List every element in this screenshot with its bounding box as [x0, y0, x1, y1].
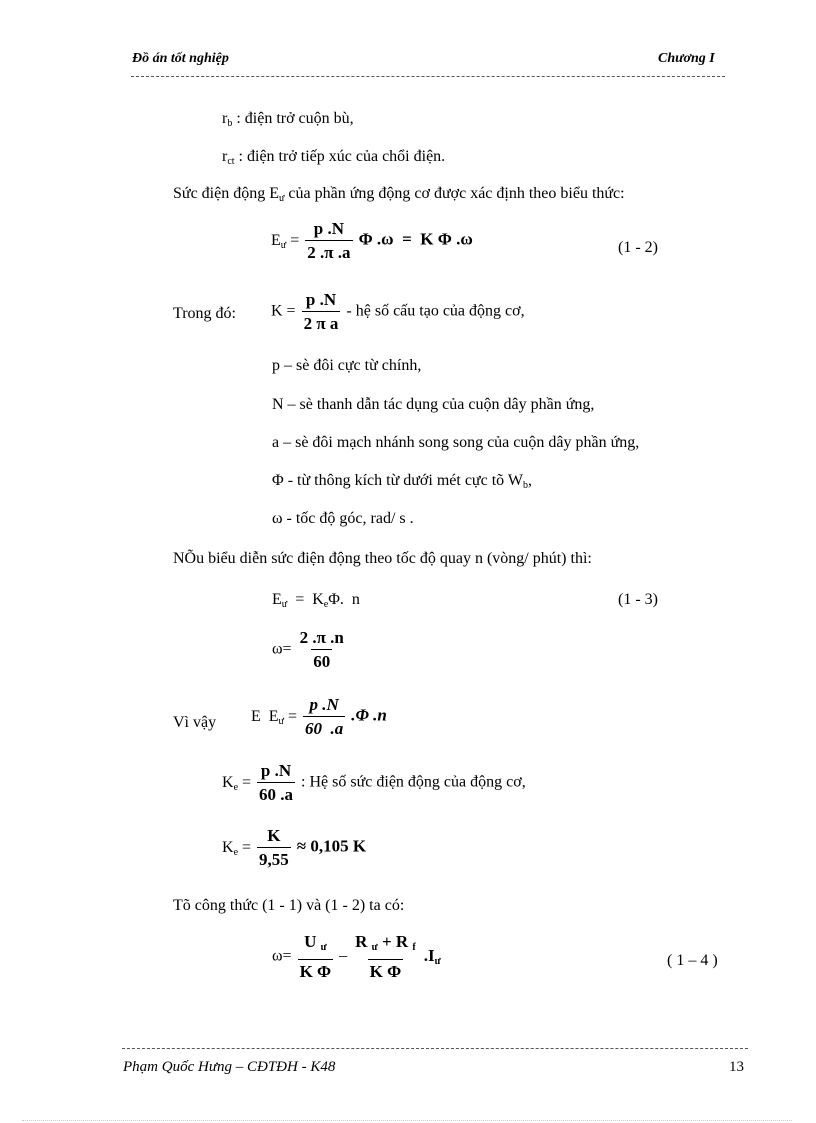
speed-intro: NÕu biểu diễn sức điện động theo tốc độ quay n (vòng/ phút) thì:: [173, 550, 592, 567]
p-desc: p – sè đôi cực từ chính,: [272, 357, 422, 374]
phi-desc: Φ - từ thông kích từ dưới mét cực tõ $W_b$,: [272, 472, 532, 491]
footer-author: Phạm Quốc Hưng – CĐTĐH - K48: [123, 1059, 336, 1075]
emf-intro: Sức điện động $E_ư$ của phần ứng động cơ được xác định theo biểu thức:: [173, 185, 625, 204]
equation-1-3: $E_ư = K_e\Phi$. n: [272, 591, 360, 610]
bottom-divider: [22, 1120, 792, 1121]
page-number: 13: [729, 1059, 744, 1075]
rct-text: : điện trở tiếp xúc của chổi điện.: [238, 148, 446, 165]
ke-definition: $K_e$ = $\frac{p .N}{60 .a}$ : Hệ số sức điện động của động cơ,: [222, 761, 526, 804]
omega-equation: ω= $\frac{2 .\pi .n}{60}$: [272, 628, 344, 671]
trong-do-label: Trong đó:: [173, 305, 236, 322]
header-right: Chương I: [658, 51, 715, 66]
equation-1-2: $E_ư$ = $\frac{p .N}{2 .\pi .a}$ Φ .ω = K Φ .ω: [271, 219, 473, 262]
ke-desc: : Hệ số sức điện động của động cơ,: [301, 773, 526, 791]
n-desc: N – sè thanh dẫn tác dụng của cuộn dây phần ứng,: [272, 396, 595, 413]
rct-symbol: $r_{ct}$: [222, 148, 235, 167]
rb-symbol: $r_b$: [222, 110, 233, 129]
footer-rule: [122, 1048, 748, 1049]
equation-number-1-3: (1 - 3): [618, 591, 658, 608]
equation-1-4: ω= $\frac{U _ư}{\text{K Φ}}$ – $\frac{R _ư + R _f}{\text{K Φ}}$ $.I_ư$: [272, 932, 441, 981]
k-definition: K = $\frac{p .N}{\text{2 π a}}$ - hệ số cấu tạo của động cơ,: [271, 290, 525, 333]
rb-text: : điện trở cuộn bù,: [236, 110, 354, 127]
omega-desc: ω - tốc độ góc, rad/ s .: [272, 510, 414, 527]
header-left: Đồ án tốt nghiệp: [132, 51, 229, 66]
rb-line: [222, 110, 354, 129]
a-desc: a – sè đôi mạch nhánh song song của cuộn dây phần ứng,: [272, 434, 640, 451]
vi-vay-label: Vì vậy: [173, 714, 217, 731]
ke-value-equation: $K_e$ = $\frac{K}{9,55}$ ≈ 0,105 K: [222, 826, 367, 869]
from-formula: Tõ công thức (1 - 1) và (1 - 2) ta có:: [173, 897, 405, 914]
k-desc: - hệ số cấu tạo của động cơ,: [346, 302, 525, 320]
header-rule: [131, 76, 725, 77]
equation-number-1-2: (1 - 2): [618, 239, 658, 256]
vi-vay-equation: E $E_ư$ = $\frac{p .N}{60 .a}$ .Φ .n: [251, 695, 387, 738]
rct-line: [222, 148, 445, 167]
equation-number-1-4: ( 1 – 4 ): [667, 952, 718, 969]
